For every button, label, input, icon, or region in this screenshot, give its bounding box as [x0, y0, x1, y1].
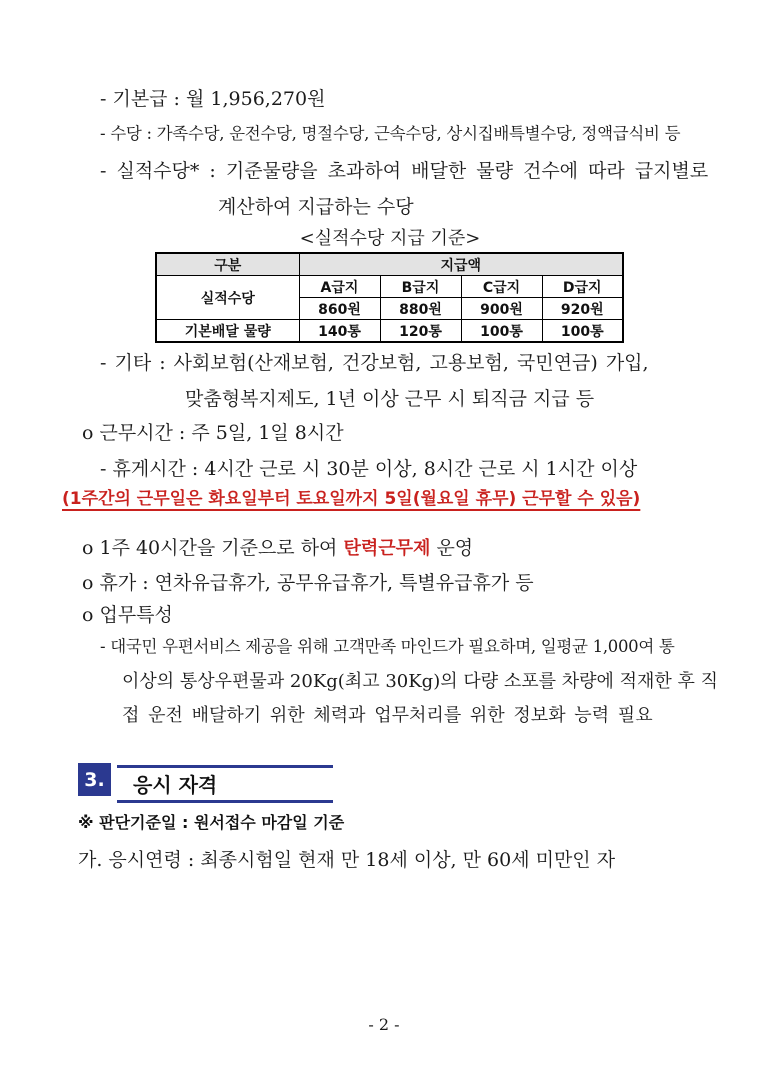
table-cell-volume-d: 100통 — [542, 320, 623, 343]
flex-work-highlight: 탄력근무제 — [343, 538, 431, 559]
etc-benefits-line-2: 맞춤형복지제도, 1년 이상 근무 시 퇴직금 지급 등 — [185, 388, 595, 410]
table-row-base-delivery — [156, 320, 623, 343]
job-traits-line-1: - 대국민 우편서비스 제공을 위해 고객만족 마인드가 필요하며, 일평균 1,000여 통 — [100, 637, 675, 656]
allowances-line: - 수당 : 가족수당, 운전수당, 명절수당, 근속수당, 상시집배특별수당, 정액급식비 등 — [100, 124, 681, 143]
table-header-category: 구분 — [156, 253, 299, 276]
table-cell-amount-b: 880원 — [380, 298, 461, 320]
performance-allowance-table — [155, 252, 624, 343]
flex-work-suffix: 운영 — [430, 537, 474, 559]
table-cell-amount-c: 900원 — [461, 298, 542, 320]
leave-line: o 휴가 : 연차유급휴가, 공무유급휴가, 특별유급휴가 등 — [82, 572, 534, 594]
performance-pay-line-1: - 실적수당* : 기준물량을 초과하여 배달한 물량 건수에 따라 급지별로 — [100, 160, 709, 182]
flex-work-line — [82, 537, 473, 560]
table-cell-base-delivery-label: 기본배달 물량 — [156, 320, 299, 343]
table-cell-grade-b: B급지 — [380, 276, 461, 298]
table-cell-grade-d: D급지 — [542, 276, 623, 298]
section-title-rule-bottom — [117, 800, 333, 803]
page-number: - 2 - — [368, 1015, 400, 1034]
eligible-age-line: 가. 응시연령 : 최종시험일 현재 만 18세 이상, 만 60세 미만인 자 — [78, 849, 616, 871]
section-number-badge: 3. — [78, 763, 111, 796]
allowance-table-caption: <실적수당 지급 기준> — [299, 228, 481, 249]
table-header-amount: 지급액 — [299, 253, 623, 276]
table-header-row — [156, 253, 623, 276]
criteria-date-note: ※ 판단기준일 : 원서접수 마감일 기준 — [78, 813, 345, 832]
table-cell-volume-b: 120통 — [380, 320, 461, 343]
table-cell-amount-a: 860원 — [299, 298, 380, 320]
table-cell-amount-d: 920원 — [542, 298, 623, 320]
table-cell-grade-a: A급지 — [299, 276, 380, 298]
table-cell-volume-a: 140통 — [299, 320, 380, 343]
job-traits-line-2: 이상의 통상우편물과 20Kg(최고 30Kg)의 다량 소포를 차량에 적재한 후 직 — [122, 671, 718, 692]
rest-time-line: - 휴게시간 : 4시간 근로 시 30분 이상, 8시간 근로 시 1시간 이상 — [100, 458, 638, 480]
section-title-rule-top — [117, 765, 333, 768]
job-traits-line-3: 접 운전 배달하기 위한 체력과 업무처리를 위한 정보화 능력 필요 — [122, 705, 653, 726]
performance-pay-line-2: 계산하여 지급하는 수당 — [218, 196, 414, 218]
flex-work-prefix: o 1주 40시간을 기준으로 하여 — [82, 537, 344, 559]
work-hours-line: o 근무시간 : 주 5일, 1일 8시간 — [82, 422, 344, 444]
etc-benefits-line-1: - 기타 : 사회보험(산재보험, 건강보험, 고용보험, 국민연금) 가입, — [100, 352, 649, 374]
weekly-schedule-notice: (1주간의 근무일은 화요일부터 토요일까지 5일(월요일 휴무) 근무할 수 있음) — [62, 489, 641, 509]
table-cell-grade-c: C급지 — [461, 276, 542, 298]
section-title: 응시 자격 — [133, 773, 218, 797]
table-row-grades — [156, 276, 623, 298]
table-cell-volume-c: 100통 — [461, 320, 542, 343]
job-traits-title: o 업무특성 — [82, 604, 173, 626]
base-pay-line: - 기본급 : 월 1,956,270원 — [100, 88, 326, 110]
table-cell-performance-label: 실적수당 — [156, 276, 299, 320]
